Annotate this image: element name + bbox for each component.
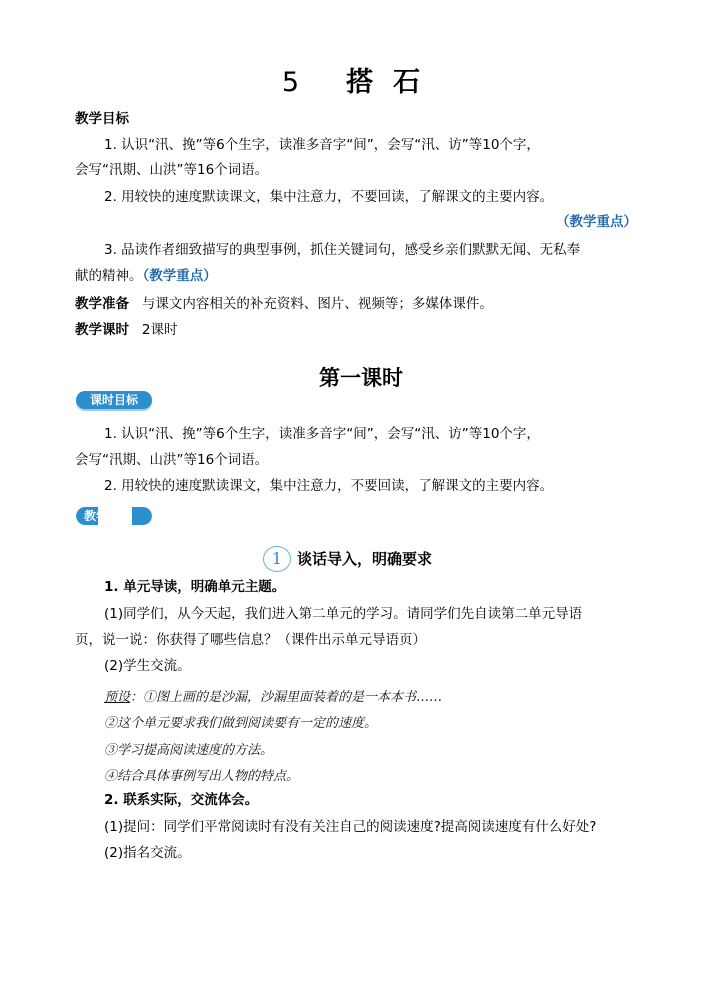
teaching-process-label: 教学过程: [84, 509, 133, 523]
lesson1-heading: 第一课时: [319, 366, 403, 390]
preset-2: ②这个单元要求我们做到阅读要有一定的速度。: [104, 716, 378, 731]
goal-3-tag: （教学重点）: [142, 268, 217, 284]
lesson-goal-1-line-2: 会写“汛期、山洪”等16个词语。: [75, 452, 269, 468]
hours-row: [75, 320, 177, 340]
step-2-title: 2. 联系实际，交流体会。: [104, 792, 259, 808]
section-number-icon: 1: [263, 546, 291, 572]
lesson-title: [0, 60, 722, 99]
goal-1-line-1: 1. 认识“汛、挽”等6个生字，读准多音字“间”，会写“汛、访”等10个字，: [104, 137, 540, 153]
step-1-title: 1. 单元导读，明确单元主题。: [104, 579, 286, 595]
goal-3-text: 献的精神。: [75, 268, 143, 284]
section-title: 谈话导入，明确要求: [297, 550, 433, 568]
step-2-para-2: (2)指名交流。: [104, 845, 191, 861]
goals-heading: 教学目标: [75, 111, 129, 127]
step-1-para-1-line-1: (1)同学们，从今天起，我们进入第二单元的学习。请同学们先自读第二单元导语: [104, 606, 583, 622]
goal-1-line-2: 会写“汛期、山洪”等16个词语。: [75, 162, 269, 178]
prep-text: 与课文内容相关的补充资料、图片、视频等；多媒体课件。: [141, 296, 493, 312]
preset-1-text: ：①图上画的是沙漏，沙漏里面装着的是一本本书……: [130, 690, 443, 705]
preset-label: 预设: [104, 690, 131, 705]
hours-label: 教学课时: [75, 322, 129, 338]
preset-4: ④结合具体事例写出人物的特点。: [104, 769, 300, 784]
goal-2: 2. 用较快的速度默读课文，集中注意力，不要回读，了解课文的主要内容。: [104, 189, 554, 205]
lesson-goal-2: 2. 用较快的速度默读课文，集中注意力，不要回读，了解课文的主要内容。: [104, 478, 554, 494]
lesson-goals-badge: 课时目标: [76, 391, 152, 409]
step-1-para-2: (2)学生交流。: [104, 658, 191, 674]
lesson-number: 5: [281, 67, 301, 98]
prep-row: [75, 294, 493, 314]
teaching-process-badge: [76, 507, 152, 525]
preset-1: [104, 686, 442, 705]
lesson-goal-1-line-1: 1. 认识“汛、挽”等6个生字，读准多音字“间”，会写“汛、访”等10个字，: [104, 426, 540, 442]
step-2-para-1: (1)提问：同学们平常阅读时有没有关注自己的阅读速度?提高阅读速度有什么好处?: [104, 819, 597, 835]
lesson-name: 搭石: [346, 67, 441, 98]
badge-right-cap: [132, 507, 152, 525]
preset-3: ③学习提高阅读速度的方法。: [104, 743, 274, 758]
hours-text: 2课时: [141, 322, 178, 338]
goal-3-line-1: 3. 品读作者细致描写的典型事例，抓住关键词句，感受乡亲们默默无闻、无私奉: [104, 242, 581, 258]
goal-2-tag: （教学重点）: [556, 214, 637, 230]
goal-3-line-2: [75, 266, 217, 286]
step-1-para-1-line-2: 页，说一说：你获得了哪些信息？（课件出示单元导语页）: [75, 632, 426, 648]
prep-label: 教学准备: [75, 296, 129, 312]
